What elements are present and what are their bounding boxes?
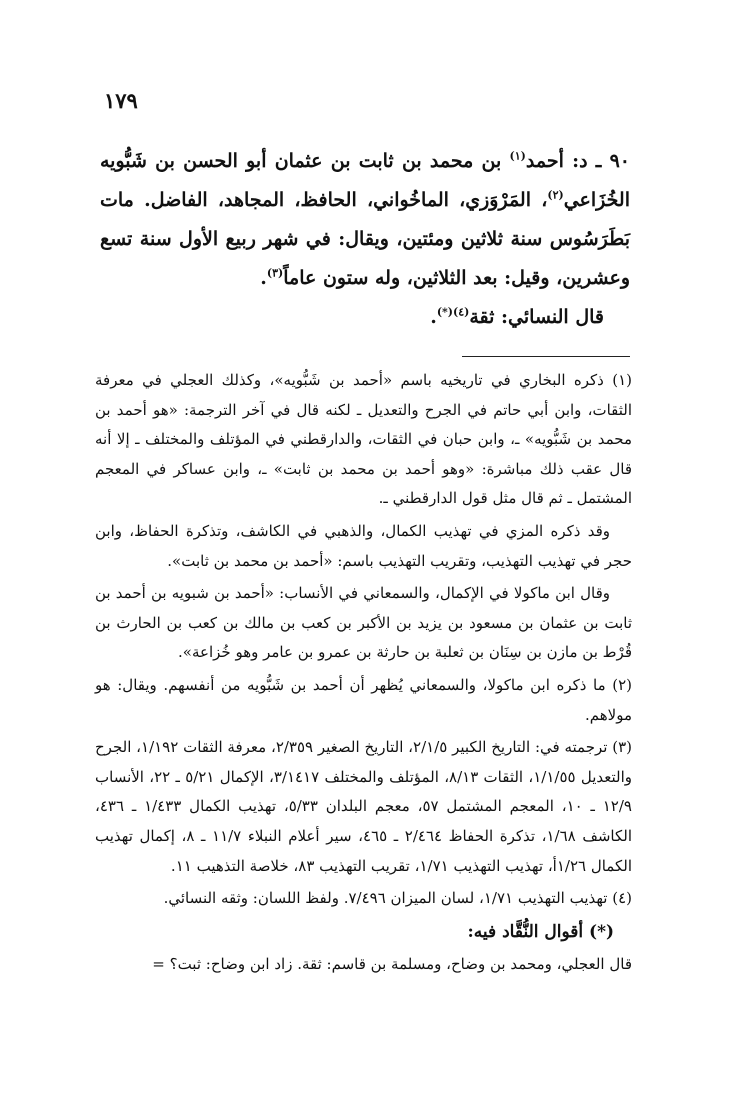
nasai-paragraph: [100, 298, 630, 337]
footnotes: [95, 366, 632, 979]
footnote-4: (٤) تهذيب التهذيب ١/٧١، لسان الميزان ٧/٤٩٦. ولفظ اللسان: وثقه النسائي.: [163, 889, 632, 908]
entry-heading: ٩٠ ـ د: أحمد: [525, 150, 630, 172]
footnote-ref-3: (٣): [266, 266, 284, 280]
footnote-1: (١) ذكره البخاري في تاريخيه باسم «أحمد بن شَبُّويه»، وكذلك العجلي في معرفة الثقات، وابن أبي حاتم في الجرح والتعديل ـ لكنه قال في آخر الترجمة: «هو أحمد بن محمد بن شَبُّويه» ـ، وابن حبان في الثقات، والدارقطني في المؤتلف والمختلف ـ إلا أنه قال عقب ذلك مباشرة: «وهو أحمد بن محمد بن ثابت» ـ، وابن عساكر في المعجم المشتمل ـ ثم قال مثل قول الدارقطني ـ.: [95, 371, 632, 508]
critics-text: قال العجلي، ومحمد بن وضاح، ومسلمة بن قاسم: ثقة. زاد ابن وضاح: ثبت؟ =: [152, 954, 632, 973]
footnote-1-para-3: وقال ابن ماكولا في الإكمال، والسمعاني في الأنساب: «أحمد بن شبويه بن أحمد بن ثابت بن عثمان بن مسعود بن يزيد بن الأكبر بن كعب بن مالك بن كعب بن الحارث بن قُرْط بن مازن بن سِنَان بن ثعلبة بن حارثة بن عمرو بن عامر وهو خُزاعة».: [95, 584, 632, 662]
main-text: [100, 142, 630, 337]
footnote-ref-1: (١): [509, 149, 526, 163]
entry-text-end: .: [260, 267, 267, 289]
footnote-ref-2: (٢): [547, 188, 564, 202]
entry-text-2: ، المَرْوَزي، الماخُواني، الحافظ، المجاهد، الفاضل. مات بَطَرَسُوس سنة ثلاثين ومئتين، ويقال: في شهر ربيع الأول سنة تسع وعشرين، وقيل: بعد الثلاثين، وله ستون عاماً: [100, 189, 630, 289]
entry-paragraph: [100, 142, 630, 298]
footnote-separator: [462, 356, 630, 357]
nasai-text: قال النسائي: ثقة: [469, 306, 604, 328]
nasai-text-end: .: [430, 306, 437, 328]
page-number: ١٧٩: [104, 88, 138, 113]
footnote-ref-4: (٤)(*): [436, 305, 470, 319]
footnote-3: (٣) ترجمته في: التاريخ الكبير ٢/١/٥، التاريخ الصغير ٢/٣٥٩، معرفة الثقات ١/١٩٢، الجرح والتعديل ١/١/٥٥، الثقات ٨/١٣، المؤتلف والمختلف ٣/١٤١٧، الإكمال ٥/٢١ ـ ٢٢، الأنساب ١٢/٩ ـ ١٠، المعجم المشتمل ٥٧، معجم البلدان ٥/٣٣، تهذيب الكمال ١/٤٣٣ ـ ٤٣٦، الكاشف ١/٦٨، تذكرة الحفاظ ٢/٤٦٤ ـ ٤٦٥، سير أعلام النبلاء ١١/٧ ـ ٨، إكمال تهذيب الكمال ١/٢٦أ، تهذيب التهذيب ١/٧١، تقريب التهذيب ٨٣، خلاصة التذهيب ١١.: [95, 738, 633, 875]
entry-text-1: بن محمد بن ثابت بن عثمان أبو الحسن بن شَبُّويه الخُزَاعي: [100, 150, 630, 211]
footnote-1-para-2: وقد ذكره المزي في تهذيب الكمال، والذهبي في الكاشف، وتذكرة الحفاظ، وابن حجر في تهذيب التهذيب، وتقريب التهذيب باسم: «أحمد بن محمد بن ثابت».: [95, 521, 632, 570]
footnote-2: (٢) ما ذكره ابن ماكولا، والسمعاني يُظهر أن أحمد بن شَبُّويه من أنفسهم. ويقال: هو مولاهم.: [95, 675, 632, 724]
critics-heading: (*) أقوال النُّقَّاد فيه:: [467, 921, 614, 942]
